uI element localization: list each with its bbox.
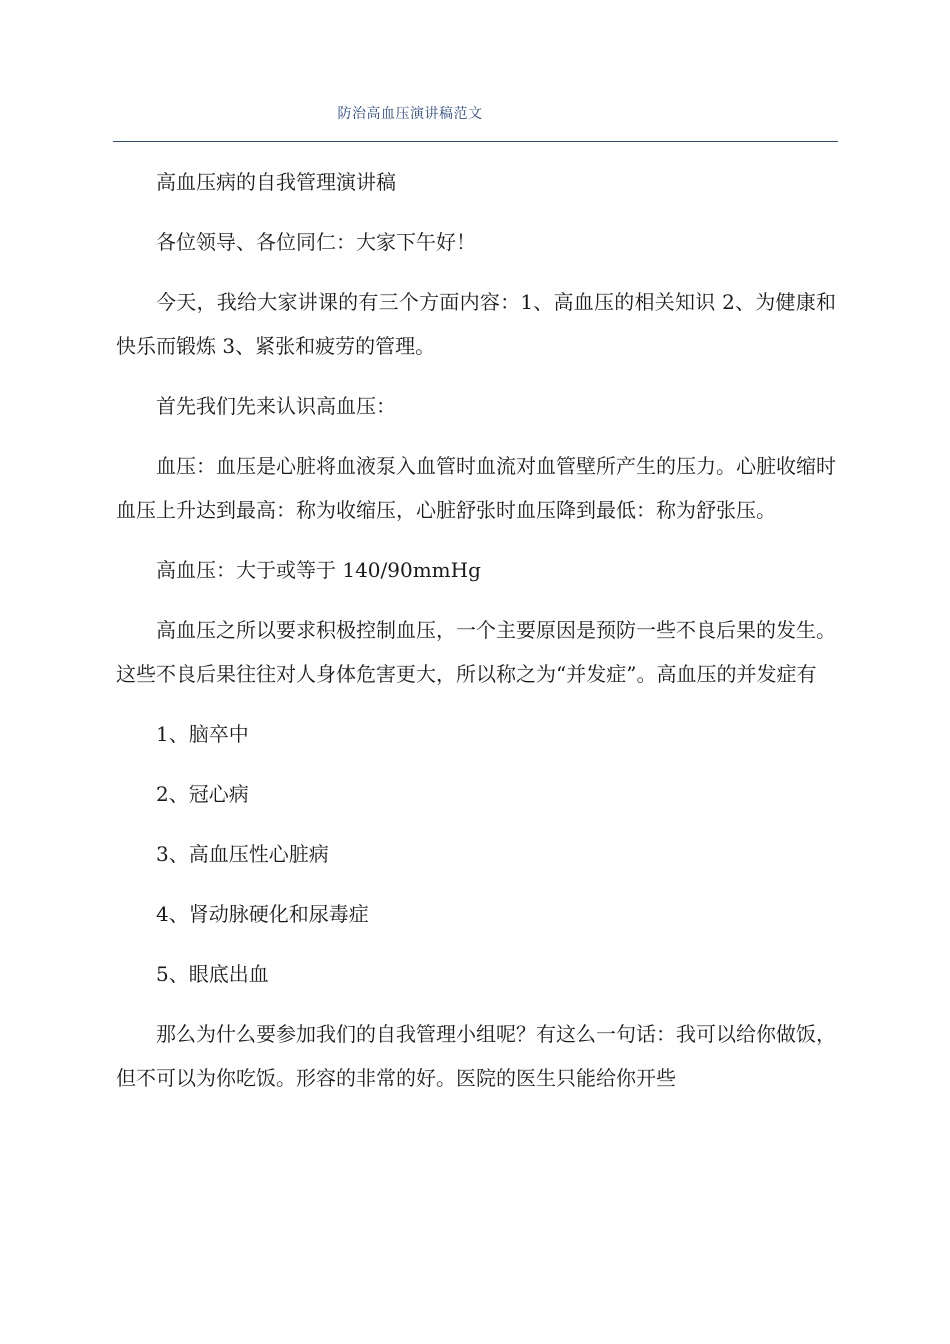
list-item: 1、脑卒中	[156, 722, 249, 746]
list-item: 3、高血压性心脏病	[156, 842, 329, 866]
list-item: 2、冠心病	[156, 782, 249, 806]
greeting-paragraph: 各位领导、各位同仁：大家下午好！	[156, 230, 476, 254]
document-body	[116, 160, 836, 1116]
complications-intro-paragraph: 高血压之所以要求积极控制血压，一个主要原因是预防一些不良后果的发生。这些不良后果往往对人身体危害更大，所以称之为“并发症”。高血压的并发症有	[116, 618, 836, 686]
list-item: 4、肾动脉硬化和尿毒症	[156, 902, 369, 926]
list-item: 5、眼底出血	[156, 962, 269, 986]
header-divider	[113, 141, 838, 142]
page-header-title: 防治高血压演讲稿范文	[337, 106, 483, 122]
why-join-paragraph: 那么为什么要参加我们的自我管理小组呢？有这么一句话：我可以给你做饭，但不可以为你吃饭。形容的非常的好。医院的医生只能给你开些	[116, 1022, 836, 1090]
document-title: 高血压病的自我管理演讲稿	[156, 170, 396, 194]
first-paragraph: 首先我们先来认识高血压：	[156, 394, 396, 418]
blood-pressure-paragraph: 血压：血压是心脏将血液泵入血管时血流对血管壁所产生的压力。心脏收缩时血压上升达到最高：称为收缩压，心脏舒张时血压降到最低：称为舒张压。	[116, 454, 836, 522]
intro-paragraph: 今天，我给大家讲课的有三个方面内容：1、高血压的相关知识 2、为健康和快乐而锻炼 3、紧张和疲劳的管理。	[116, 290, 836, 358]
hypertension-definition: 高血压：大于或等于 140/90mmHg	[156, 558, 481, 582]
